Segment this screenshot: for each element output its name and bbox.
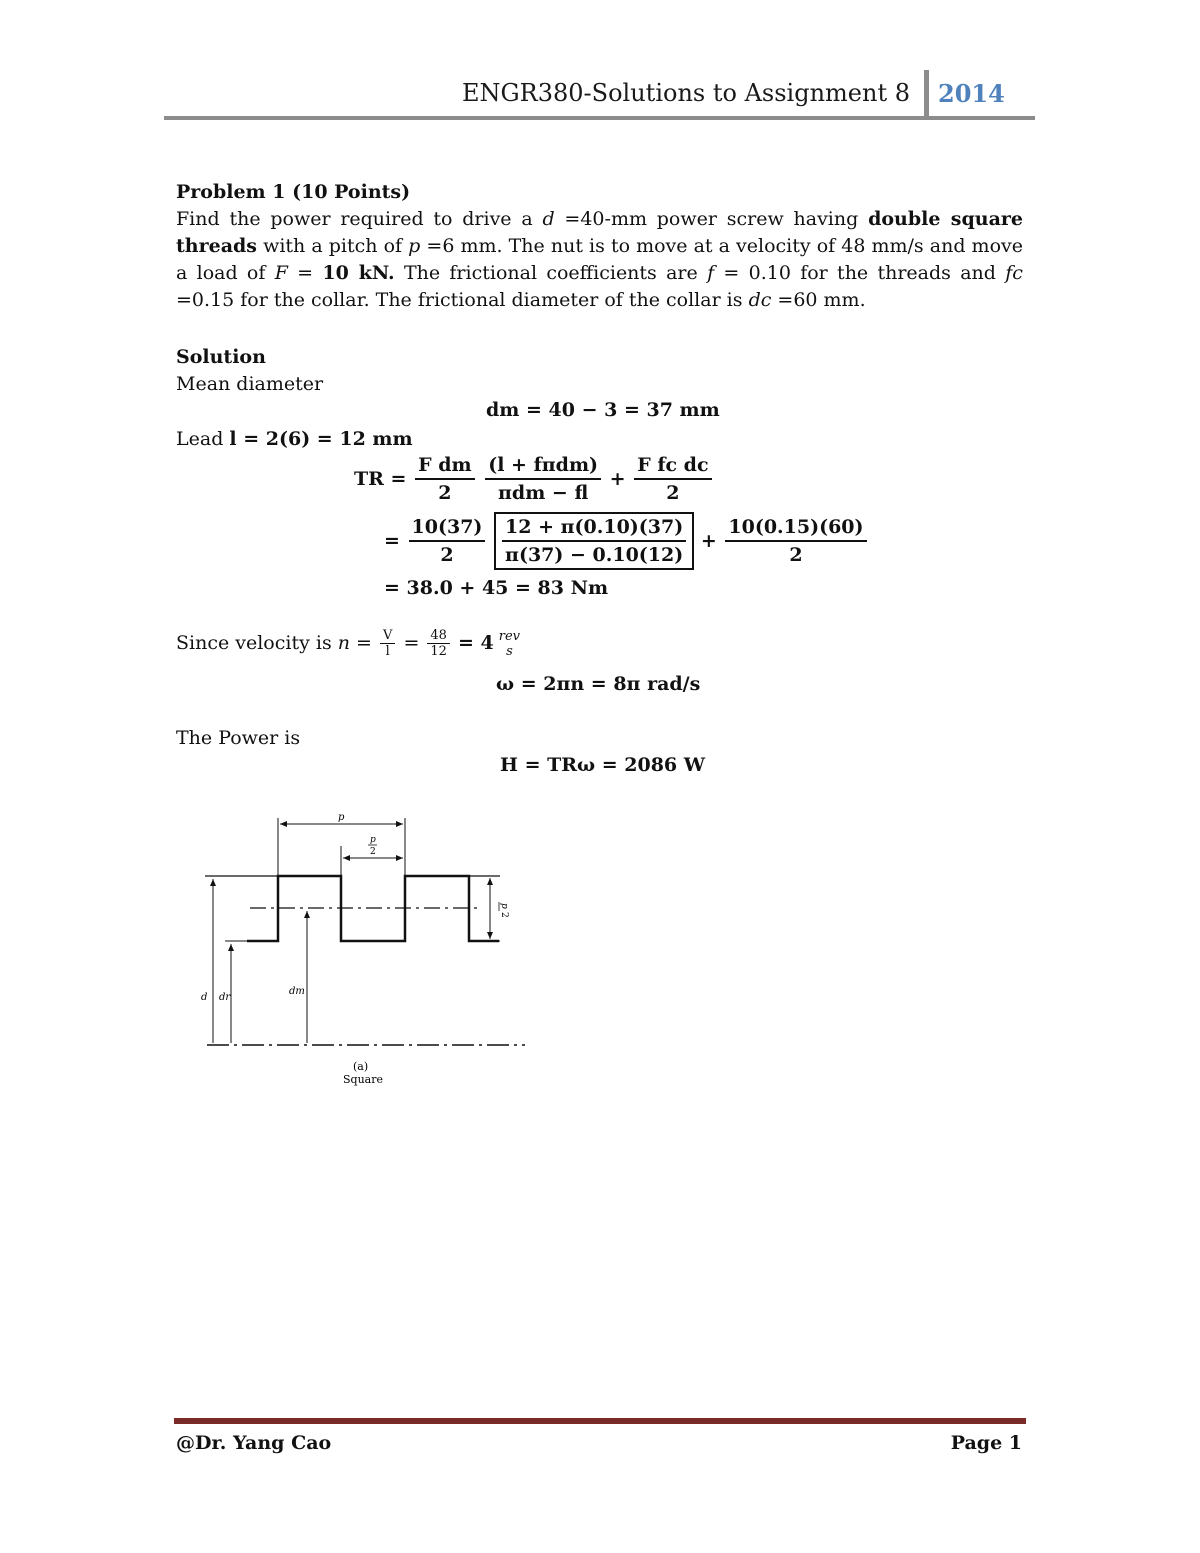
- power-eq: H = TRω = 2086 W: [500, 754, 706, 776]
- caption-square: Square: [343, 1073, 383, 1086]
- header-title: ENGR380-Solutions to Assignment 8: [461, 79, 910, 107]
- dim-p: p: [338, 812, 345, 823]
- tr-frac-1-den: 2: [438, 482, 452, 504]
- footer-rule: [174, 1418, 1026, 1424]
- vel-frac-3: [496, 629, 523, 659]
- F-value: 10 kN.: [322, 262, 395, 284]
- square-thread-figure: [195, 810, 535, 1095]
- solution-heading: Solution: [176, 346, 266, 368]
- tr-substitution: [384, 512, 869, 570]
- vel-eq2: =: [403, 632, 420, 654]
- vel-frac-1-den: l: [385, 644, 390, 659]
- tr-frac-2-num: (l + fπdm): [485, 452, 601, 480]
- tr-frac-3-num: F fc dc: [634, 452, 711, 480]
- tr-frac-3-den: 2: [666, 482, 680, 504]
- vel-frac-2-num: 48: [427, 628, 450, 644]
- dim-p2-num: p: [370, 835, 376, 845]
- tr2-frac-1-num: 10(37): [409, 514, 486, 542]
- tr2-bracket: [494, 512, 694, 570]
- mean-diameter-label: Mean diameter: [176, 373, 324, 395]
- tr2-frac-1-den: 2: [440, 544, 454, 566]
- vel-frac-3-den: s: [506, 643, 513, 659]
- footer-page-number: Page 1: [950, 1432, 1022, 1454]
- tr-frac-2: [485, 452, 601, 506]
- tr-frac-1-num: F dm: [415, 452, 475, 480]
- velocity-line: [176, 628, 525, 659]
- dim-h-den: 2: [499, 912, 509, 918]
- tr2-frac-2-den: π(37) − 0.10(12): [505, 544, 684, 566]
- f-symbol: f =: [707, 262, 740, 284]
- dc-value: 60 mm.: [793, 289, 866, 311]
- tr-frac-3: [634, 452, 711, 506]
- tr2-frac-1: [409, 514, 486, 568]
- dim-h-num: p: [499, 903, 509, 909]
- tr2-frac-2-num: 12 + π(0.10)(37): [502, 514, 686, 542]
- p-symbol: p =: [408, 235, 443, 257]
- fc-symbol: fc =: [176, 262, 1023, 311]
- problem-statement: [176, 206, 1023, 314]
- problem-text-3: The frictional coefficients are: [403, 262, 698, 284]
- tr2-plus: +: [700, 530, 717, 552]
- vel-frac-1-num: V: [380, 628, 395, 644]
- dim-dm: dm: [289, 986, 305, 997]
- vel-frac-3-num: rev: [498, 628, 521, 644]
- dim-dr: dr: [219, 992, 231, 1003]
- dc-symbol: dc =: [748, 289, 794, 311]
- double-square-threads: double square threads: [176, 208, 1024, 257]
- header-rule: [164, 116, 1035, 120]
- velocity-n: n =: [337, 632, 372, 654]
- tr-lhs: TR =: [354, 468, 407, 490]
- problem-text-2: with a pitch of: [263, 235, 403, 257]
- d-symbol: d =: [542, 208, 581, 230]
- dim-d: d: [201, 992, 208, 1003]
- problem-text-1: Find the power required to drive a: [176, 208, 533, 230]
- omega-eq: ω = 2πn = 8π rad/s: [496, 673, 701, 695]
- footer-author: @Dr. Yang Cao: [176, 1432, 332, 1454]
- tr2-eq: =: [384, 530, 400, 552]
- tr-frac-2-den: πdm − fl: [498, 482, 589, 504]
- problem-heading: Problem 1 (10 Points): [176, 181, 411, 203]
- header-divider: [924, 70, 929, 117]
- tr2-frac-3-den: 2: [789, 544, 803, 566]
- header-year: 2014: [938, 79, 1005, 108]
- tr-result: = 38.0 + 45 = 83 Nm: [384, 577, 609, 599]
- power-label: The Power is: [176, 727, 301, 749]
- mean-diameter-eq: dm = 40 − 3 = 37 mm: [486, 399, 720, 421]
- lead-label: Lead: [176, 428, 224, 450]
- dim-p2-den: 2: [370, 847, 376, 857]
- p-value: 6 mm. The nut is to move at a velocity of 48 mm/s and move a load of: [176, 235, 1023, 284]
- f-value: 0.10 for the threads and: [748, 262, 996, 284]
- d-value: 40-mm power screw having: [580, 208, 859, 230]
- tr2-frac-3-num: 10(0.15)(60): [725, 514, 866, 542]
- vel-frac-2: [427, 628, 450, 659]
- vel-frac-1: [380, 628, 395, 659]
- F-symbol: F =: [274, 262, 314, 284]
- lead-line: [176, 426, 413, 453]
- caption-a: (a): [353, 1060, 369, 1073]
- vel-eq3: = 4: [458, 632, 494, 654]
- fc-value: 0.15 for the collar. The frictional diameter of the collar is: [191, 289, 743, 311]
- lead-eq: l = 2(6) = 12 mm: [229, 428, 413, 450]
- tr2-frac-3: [725, 514, 866, 568]
- tr-equation: [354, 452, 714, 506]
- vel-frac-2-den: 12: [430, 644, 447, 659]
- tr-frac-1: [415, 452, 475, 506]
- velocity-label: Since velocity is: [176, 632, 332, 654]
- tr-plus: +: [609, 468, 626, 490]
- tr2-frac-2: [502, 514, 686, 568]
